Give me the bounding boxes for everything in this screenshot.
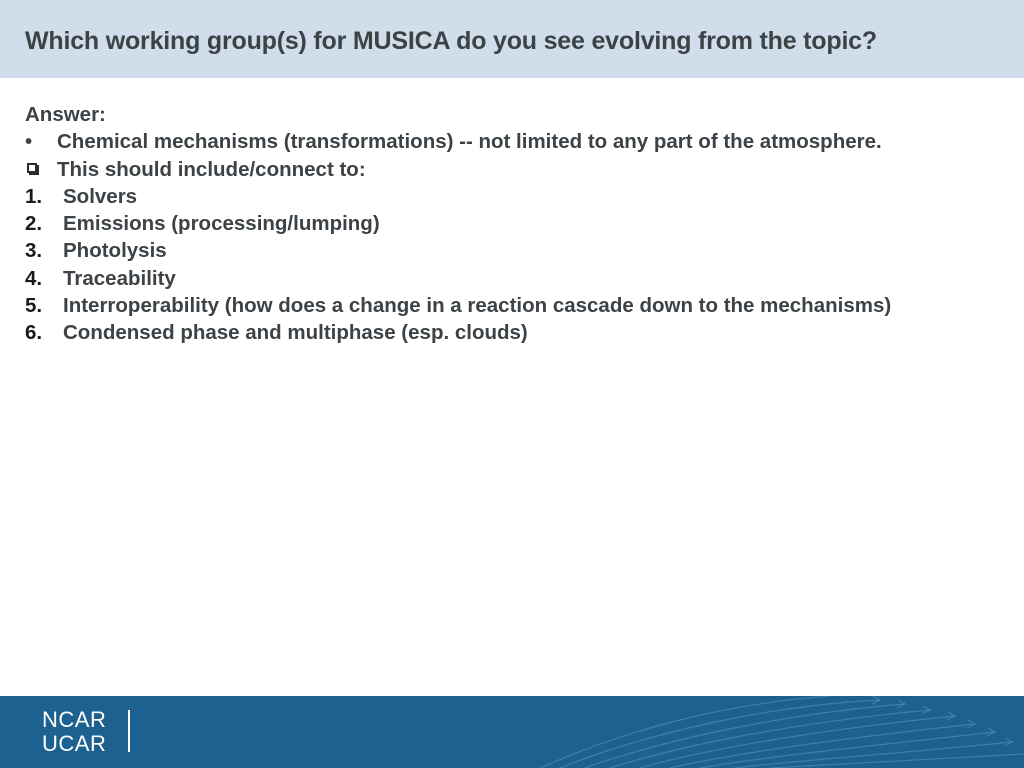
bullet-text: Chemical mechanisms (transformations) -- not limited to any part of the atmosphere.	[57, 130, 882, 154]
logo-line-ucar: UCAR	[42, 731, 107, 756]
item-number: 5.	[25, 294, 43, 318]
numbered-item-3	[25, 237, 1005, 264]
checkbox-item	[25, 156, 1005, 183]
slide-content	[25, 101, 1005, 347]
bullet-item	[25, 128, 1005, 155]
ncar-ucar-logo	[42, 708, 106, 756]
item-text: Solvers	[63, 184, 138, 208]
item-number: 2.	[25, 212, 43, 236]
checkbox-icon	[27, 163, 37, 173]
bullet-icon: •	[25, 130, 33, 154]
item-number: 6.	[25, 321, 43, 345]
slide-title: Which working group(s) for MUSICA do you see evolving from the topic?	[25, 27, 877, 55]
numbered-item-4	[25, 265, 1005, 292]
item-text: Photolysis	[63, 239, 167, 263]
item-text: Interroperability (how does a change in a reaction cascade down to the mechanisms)	[63, 294, 892, 318]
title-bar	[0, 0, 1024, 78]
item-text: Condensed phase and multiphase (esp. clouds)	[63, 321, 528, 345]
answer-label: Answer:	[25, 103, 106, 126]
numbered-item-2	[25, 210, 1005, 237]
item-text: Emissions (processing/lumping)	[63, 212, 380, 236]
item-number: 3.	[25, 239, 43, 263]
swirl-decoration	[0, 696, 1024, 768]
item-number: 1.	[25, 184, 43, 208]
logo-divider	[128, 710, 130, 752]
numbered-item-1	[25, 183, 1005, 210]
checkbox-text: This should include/connect to:	[57, 157, 366, 181]
footer-bar	[0, 696, 1024, 768]
numbered-item-5	[25, 292, 1005, 319]
numbered-item-6	[25, 319, 1005, 346]
item-text: Traceability	[63, 266, 176, 290]
item-number: 4.	[25, 266, 43, 290]
logo-line-ncar: NCAR	[42, 707, 107, 732]
